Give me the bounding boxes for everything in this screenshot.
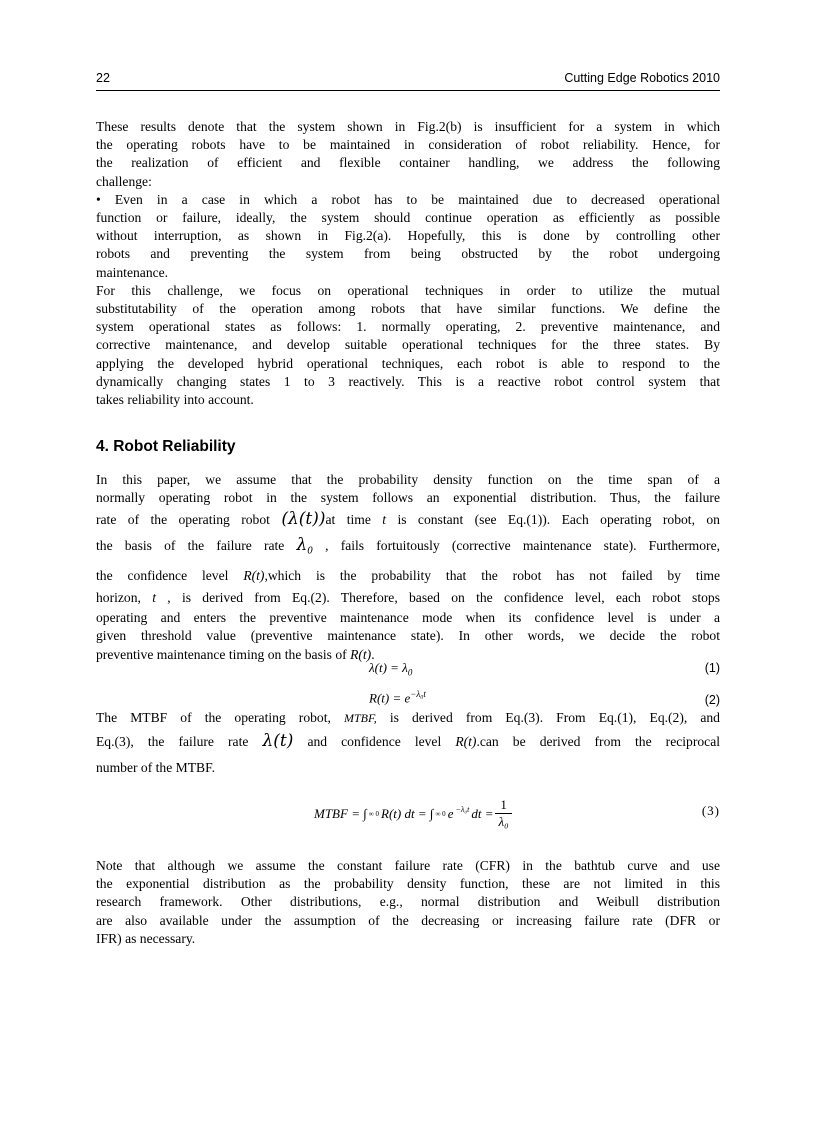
text-line: are also available under the assumption of the decreasing or increasing failure rate (DFR or [96, 912, 720, 928]
confidence-symbol: R(t) [350, 646, 372, 662]
text-line: robots and preventing the system from being obstructed by the robot undergoing [96, 246, 720, 262]
text-line: system operational states as follows: 1. normally operating, 2. preventive maintenance, and [96, 319, 720, 335]
equation-3-lhs: MTBF = ∫ [314, 805, 367, 821]
text-span: Eq.(3), the failure rate [96, 734, 249, 750]
text-span: ,which is the probability that the robot has not failed by time [264, 568, 720, 584]
text-span: preventive maintenance timing on the basis of [96, 646, 347, 662]
text-line [96, 532, 720, 565]
fraction-denominator: λ₀ [498, 814, 509, 829]
equation-1-body: λ(t) = λ [369, 660, 408, 675]
equation-3-number: (3) [701, 803, 720, 818]
text-line: the realization of efficient and flexible container handling, we address the following [96, 155, 720, 171]
equation-3-exponent: −λ₀t [455, 805, 470, 814]
failure-rate-symbol: λ(t) [262, 731, 294, 752]
fraction-numerator: 1 [495, 797, 511, 814]
mtbf-paragraph [96, 709, 720, 780]
text-line: takes reliability into account. [96, 392, 254, 408]
equation-2 [369, 689, 426, 706]
text-line [96, 565, 720, 587]
text-line: Note that although we assume the constant failure rate (CFR) in the bathtub curve and use [96, 858, 720, 873]
text-span: at time [325, 512, 371, 528]
equation-3-exp: e [447, 805, 454, 821]
text-line [96, 727, 720, 756]
text-line: function or failure, ideally, the system should continue operation as efficiently as possible [96, 210, 720, 226]
equation-1 [369, 660, 412, 678]
lambda-subscript: 0 [307, 547, 313, 558]
text-line: maintenance. [96, 264, 169, 280]
text-line: operating and enters the preventive maintenance mode when its confidence level is under a [96, 610, 720, 626]
text-span: , is derived from Eq.(2). Therefore, based on the confidence level, each robot stops [167, 590, 721, 606]
text-span: horizon, [96, 590, 141, 606]
text-span: and confidence level [307, 734, 442, 750]
text-span: The MTBF of the operating robot, [96, 710, 331, 725]
text-line: normally operating robot in the system follows an exponential distribution. Thus, the failure [96, 490, 720, 506]
section-heading: 4. Robot Reliability [96, 438, 236, 455]
text-line: number of the MTBF. [96, 760, 215, 776]
time-symbol: t [152, 590, 156, 606]
text-span: is derived from Eq.(3). From Eq.(1), Eq.(2), and [389, 710, 720, 725]
page-number: 22 [96, 71, 110, 85]
section-paragraph [96, 471, 720, 664]
text-line: For this challenge, we focus on operational techniques in order to utilize the mutual [96, 282, 720, 298]
text-span: , fails fortuitously (corrective maintenance state). Furthermore, [325, 538, 720, 554]
equation-1-subscript: 0 [407, 667, 413, 678]
text-span: rate of the operating robot [96, 512, 270, 528]
text-span: is constant (see Eq.(1)). Each operating robot, on [397, 512, 720, 528]
text-line: given threshold value (preventive maintenance state). In other words, we decide the robot [96, 628, 720, 644]
mtbf-symbol: MTBF, [343, 711, 377, 725]
intro-paragraph [96, 118, 720, 409]
text-line: challenge: [96, 173, 152, 189]
text-line: These results denote that the system shown in Fig.2(b) is insufficient for a system in which [96, 119, 720, 134]
text-span: . [371, 646, 375, 662]
confidence-symbol: R(t) [455, 734, 477, 750]
equation-3-middle: R(t) dt = ∫ [381, 805, 434, 821]
text-line [96, 709, 720, 727]
equation-3-dt: dt = [471, 805, 494, 821]
text-line: the operating robots have to be maintained in consideration of robot reliability. Hence, for [96, 137, 720, 153]
text-line: the exponential distribution as the probability density function, these are not limited in this [96, 876, 720, 892]
reciprocal-fraction [495, 797, 511, 830]
equation-1-number: (1) [704, 661, 720, 675]
equation-2-number: (2) [704, 693, 720, 707]
header-rule [96, 90, 720, 91]
integral-limits: ∞ 0 [368, 809, 380, 818]
text-line: research framework. Other distributions, e.g., normal distribution and Weibull distribution [96, 894, 720, 910]
running-title: Cutting Edge Robotics 2010 [564, 71, 720, 85]
equation-2-body: R(t) = e [369, 690, 411, 706]
text-line [96, 507, 720, 532]
text-line [96, 587, 720, 609]
bullet-line: • Even in a case in which a robot has to be maintained due to decreased operational [96, 191, 720, 207]
text-span: .can be derived from the reciprocal [476, 734, 721, 750]
text-span: the confidence level [96, 568, 229, 584]
text-line: applying the developed hybrid operational techniques, each robot is able to respond to the [96, 355, 720, 371]
integral-limits: ∞ 0 [435, 809, 446, 818]
text-span: the basis of the failure rate [96, 538, 285, 554]
equation-2-exponent: −λ₀t [410, 689, 426, 699]
time-symbol: t [382, 512, 387, 528]
text-line: dynamically changing states 1 to 3 reactively. This is a reactive robot control system that [96, 373, 720, 389]
text-line: without interruption, as shown in Fig.2(a). Hopefully, this is done by controlling other [96, 228, 720, 244]
text-line: In this paper, we assume that the probability density function on the time span of a [96, 472, 720, 487]
equation-3 [314, 797, 512, 830]
text-line: corrective maintenance, and develop suitable operational techniques for the three states. By [96, 337, 720, 353]
text-line: IFR) as necessary. [96, 930, 196, 946]
note-paragraph [96, 857, 720, 948]
text-line: substitutability of the operation among robots that have similar functions. We define the [96, 301, 720, 317]
lambda-symbol: λ [296, 535, 308, 556]
failure-rate-symbol: (λ(t)) [281, 509, 326, 530]
confidence-symbol: R(t) [243, 568, 265, 584]
